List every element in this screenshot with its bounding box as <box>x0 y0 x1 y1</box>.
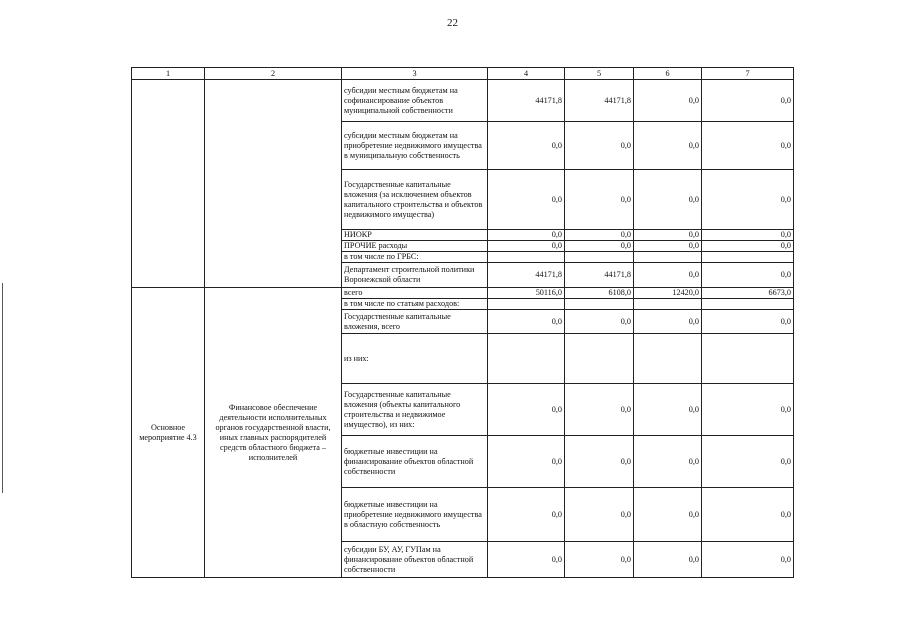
value-cell: 0,0 <box>634 488 702 542</box>
row-label: Государственные капитальные вложения (объекты капитального строительства и недвижимое имущество), из них: <box>342 384 488 436</box>
value-cell <box>702 252 794 263</box>
row-label: всего <box>342 288 488 299</box>
header-cell: 3 <box>342 68 488 80</box>
value-cell <box>634 299 702 310</box>
measure-title-cell: Финансовое обеспечение деятельности исполнительных органов государственной власти, иных главных распорядителей средств областного бюджета – исполнителей <box>205 288 342 578</box>
value-cell: 0,0 <box>565 230 634 241</box>
row-label: в том числе по статьям расходов: <box>342 299 488 310</box>
header-cell: 5 <box>565 68 634 80</box>
value-cell: 0,0 <box>634 122 702 170</box>
header-cell: 6 <box>634 68 702 80</box>
value-cell: 0,0 <box>702 542 794 578</box>
value-cell: 0,0 <box>488 488 565 542</box>
page-edge-line <box>2 283 3 493</box>
value-cell: 0,0 <box>634 230 702 241</box>
value-cell <box>488 334 565 384</box>
value-cell: 0,0 <box>488 170 565 230</box>
value-cell: 44171,8 <box>488 263 565 288</box>
value-cell: 0,0 <box>488 241 565 252</box>
value-cell: 0,0 <box>634 384 702 436</box>
value-cell: 0,0 <box>488 122 565 170</box>
value-cell: 0,0 <box>565 436 634 488</box>
value-cell: 44171,8 <box>565 263 634 288</box>
blank-cell-col1 <box>132 80 205 288</box>
header-cell: 1 <box>132 68 205 80</box>
value-cell: 44171,8 <box>488 80 565 122</box>
value-cell: 0,0 <box>488 542 565 578</box>
value-cell: 0,0 <box>634 542 702 578</box>
value-cell: 0,0 <box>488 310 565 334</box>
value-cell: 6673,0 <box>702 288 794 299</box>
row-label: ПРОЧИЕ расходы <box>342 241 488 252</box>
value-cell: 0,0 <box>488 384 565 436</box>
value-cell: 0,0 <box>565 542 634 578</box>
value-cell: 0,0 <box>634 310 702 334</box>
value-cell: 0,0 <box>634 436 702 488</box>
value-cell: 0,0 <box>702 436 794 488</box>
value-cell: 0,0 <box>702 80 794 122</box>
value-cell <box>702 334 794 384</box>
value-cell <box>488 252 565 263</box>
value-cell: 0,0 <box>702 310 794 334</box>
value-cell: 0,0 <box>634 80 702 122</box>
table-row <box>132 80 794 122</box>
table-header-row <box>132 68 794 80</box>
header-cell: 7 <box>702 68 794 80</box>
value-cell: 0,0 <box>702 488 794 542</box>
value-cell: 0,0 <box>702 122 794 170</box>
row-label: в том числе по ГРБС: <box>342 252 488 263</box>
budget-table <box>131 67 794 578</box>
value-cell: 0,0 <box>565 384 634 436</box>
value-cell: 0,0 <box>702 230 794 241</box>
header-cell: 2 <box>205 68 342 80</box>
row-label: бюджетные инвестиции на финансирование объектов областной собственности <box>342 436 488 488</box>
value-cell <box>565 299 634 310</box>
row-label: НИОКР <box>342 230 488 241</box>
value-cell: 0,0 <box>565 310 634 334</box>
row-label: субсидии БУ, АУ, ГУПам на финансирование объектов областной собственности <box>342 542 488 578</box>
value-cell: 0,0 <box>565 488 634 542</box>
value-cell <box>565 252 634 263</box>
row-label: Государственные капитальные вложения, всего <box>342 310 488 334</box>
value-cell <box>634 334 702 384</box>
row-label: субсидии местным бюджетам на приобретение недвижимого имущества в муниципальную собственность <box>342 122 488 170</box>
row-label: из них: <box>342 334 488 384</box>
table-row <box>132 288 794 299</box>
value-cell: 12420,0 <box>634 288 702 299</box>
value-cell: 0,0 <box>565 241 634 252</box>
value-cell: 0,0 <box>565 170 634 230</box>
row-label: Государственные капитальные вложения (за исключением объектов капитального строительства и объектов недвижимого имущества) <box>342 170 488 230</box>
value-cell: 0,0 <box>702 241 794 252</box>
measure-number-cell: Основное мероприятие 4.3 <box>132 288 205 578</box>
blank-cell-col2 <box>205 80 342 288</box>
value-cell: 44171,8 <box>565 80 634 122</box>
value-cell: 50116,0 <box>488 288 565 299</box>
value-cell <box>634 252 702 263</box>
page-number: 22 <box>447 17 458 29</box>
value-cell: 6108,0 <box>565 288 634 299</box>
value-cell: 0,0 <box>634 263 702 288</box>
row-label: бюджетные инвестиции на приобретение недвижимого имущества в областную собственность <box>342 488 488 542</box>
value-cell: 0,0 <box>702 263 794 288</box>
value-cell: 0,0 <box>634 241 702 252</box>
value-cell: 0,0 <box>488 436 565 488</box>
value-cell: 0,0 <box>488 230 565 241</box>
value-cell: 0,0 <box>702 170 794 230</box>
header-cell: 4 <box>488 68 565 80</box>
value-cell: 0,0 <box>565 122 634 170</box>
value-cell: 0,0 <box>634 170 702 230</box>
value-cell <box>565 334 634 384</box>
value-cell: 0,0 <box>702 384 794 436</box>
row-label: субсидии местным бюджетам на софинансирование объектов муниципальной собственности <box>342 80 488 122</box>
value-cell <box>488 299 565 310</box>
row-label: Департамент строительной политики Воронежской области <box>342 263 488 288</box>
value-cell <box>702 299 794 310</box>
